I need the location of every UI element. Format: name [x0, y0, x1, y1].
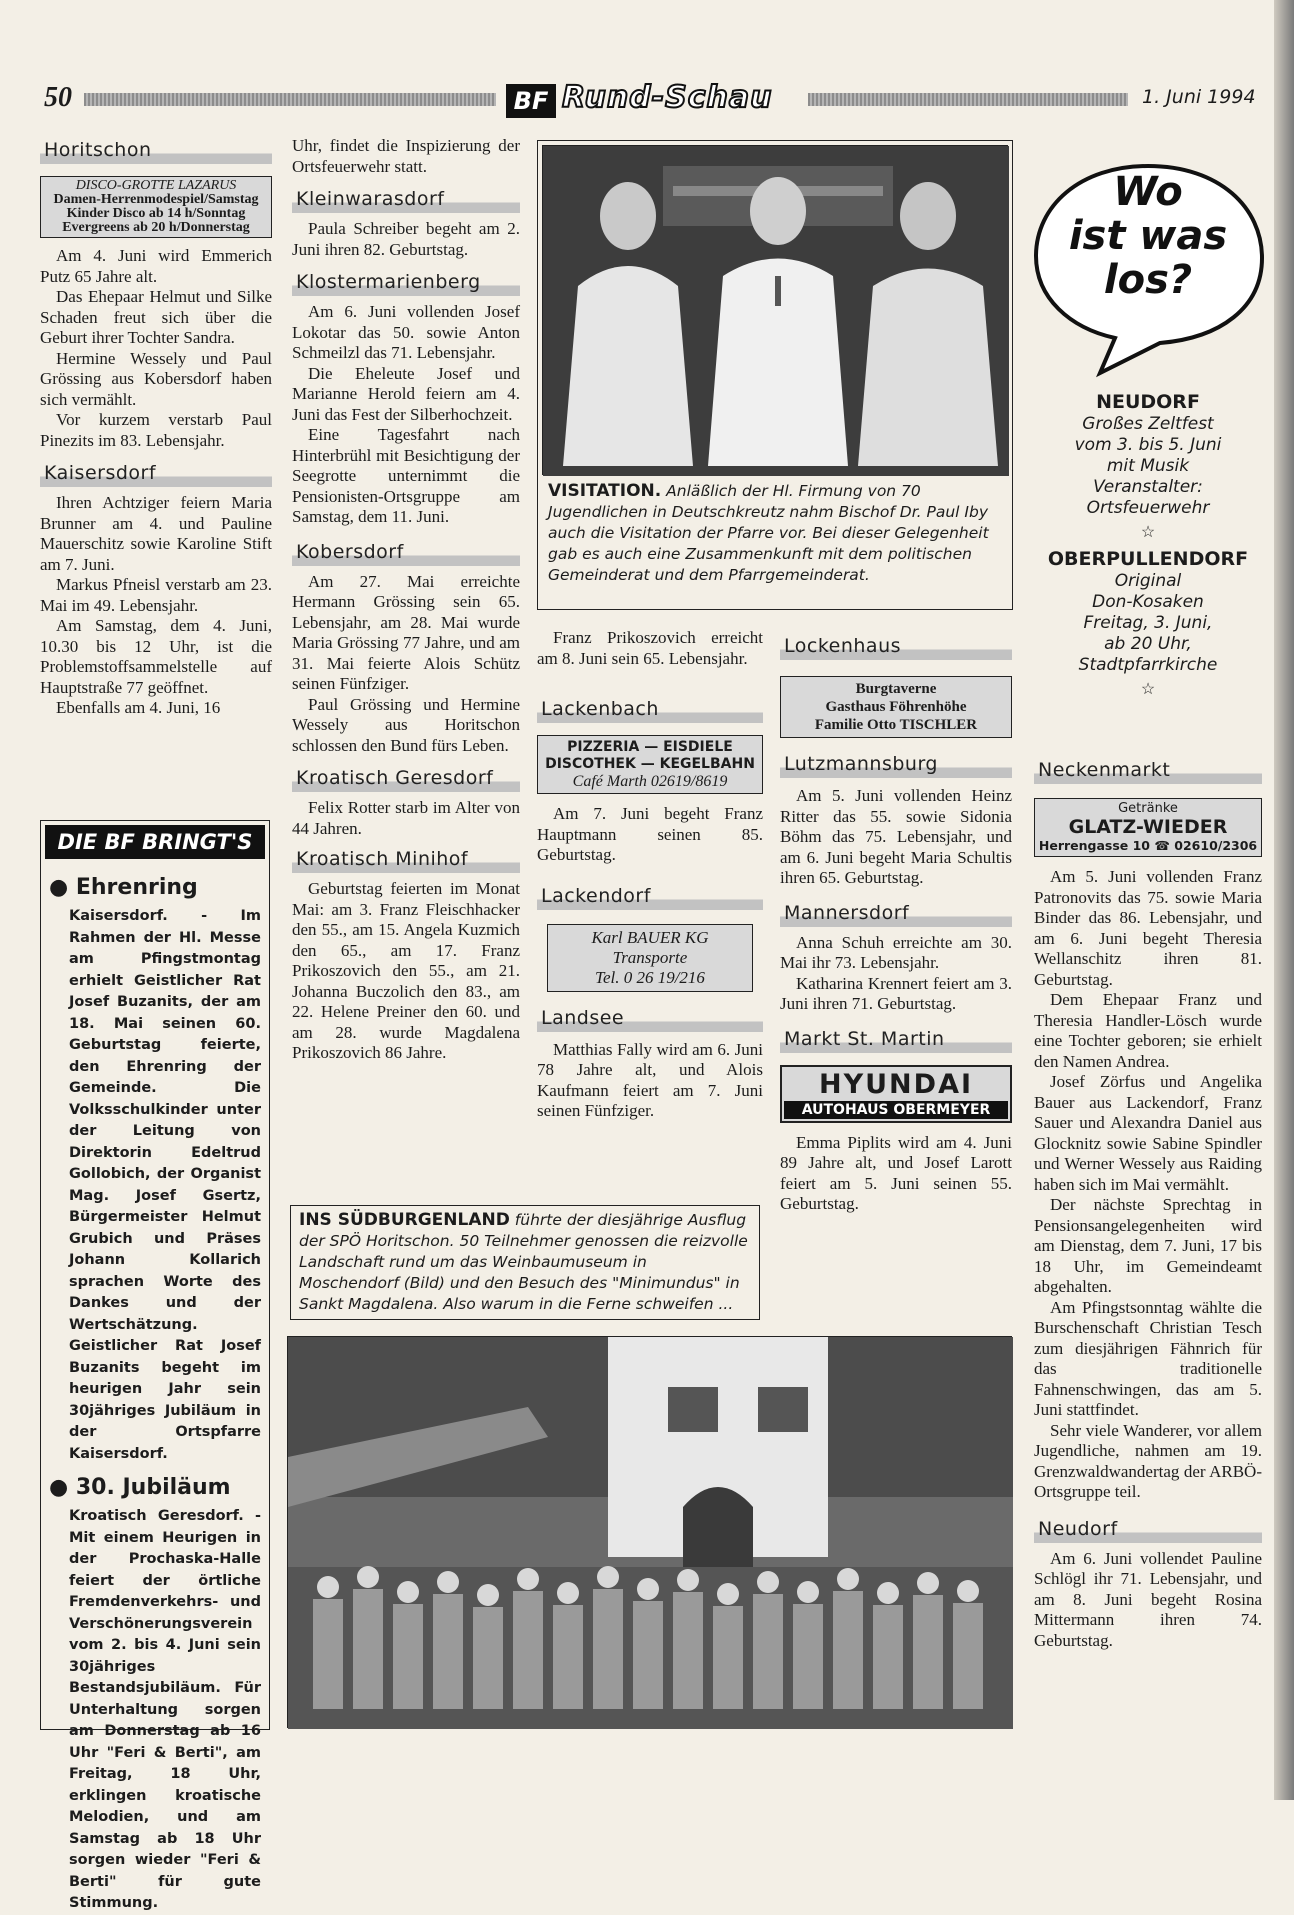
- paragraph: Am Pfingstsonntag wählte die Burschenschaft Christian Tesch zum diesjährigen Fähnrich für das traditionelle Fahnenschwingen, das am 5. Juni stattfindet.: [1034, 1297, 1262, 1419]
- clergy-photo-illustration: [543, 146, 1009, 476]
- paragraph: Der nächste Sprechtag in Pensionsangelegenheiten wird am Dienstag, dem 7. Juni, 17 bis 18 Uhr, im Gemeindeamt abgehalten.: [1034, 1195, 1262, 1296]
- lutzmannsburg-text: [780, 786, 1012, 889]
- paragraph: Am Samstag, dem 4. Juni, 10.30 bis 12 Uhr, ist die Problemstoffsammelstelle auf Hauptstraße 77 geöffnet.: [40, 616, 272, 697]
- burgtaverne-ad-line: Gasthaus Föhrenhöhe: [825, 699, 967, 715]
- paragraph: Am 5. Juni vollenden Heinz Ritter das 55. sowie Sidonia Böhm das 75. Lebensjahr, und am 6. Juni begeht Maria Schultis ihren 65. Geburtstag.: [780, 786, 1012, 887]
- column-5-events: [1030, 390, 1266, 704]
- caption-text: Anläßlich der Hl. Firmung von 70 Jugendlichen in Deutschkreutz nahm Bischof Dr. Paul Iby auch die Visitation der Pfarre vor. Bei dieser Gelegenheit gab es auch eine Zusammenkunft mit dem politischen Gemeinderat und dem Pfarrgemeinderat.: [548, 482, 989, 584]
- glatz-ad-line: Getränke: [1118, 801, 1178, 816]
- glatz-ad: [1034, 798, 1262, 857]
- disco-ad: [40, 176, 272, 238]
- section-head-lackenbach: Lackenbach: [537, 695, 763, 723]
- paragraph: Am 6. Juni vollendet Pauline Schlögl ihr 71. Lebensjahr, und am 8. Juni begeht Rosina Mittermann ihren 74. Geburtstag.: [1034, 1548, 1262, 1650]
- bauer-ad-line: Tel. 0 26 19/216: [595, 967, 705, 987]
- jubilaeum-heading: [49, 1475, 261, 1500]
- disco-ad-line: Damen-Herrenmodespiel/Samstag: [53, 192, 259, 207]
- pizzeria-ad-line: PIZZERIA — EISDIELE: [567, 739, 733, 755]
- paragraph: Paula Schreiber begeht am 2. Juni ihren 82. Geburtstag.: [292, 219, 520, 259]
- jubilaeum-text: Kroatisch Geresdorf. - Mit einem Heurigen in der Prochaska-Halle feiert der örtliche Fremdenverkehrs- und Verschönerungsverein vom 2. bis 4. Juni sein 30jähriges Bestandsjubiläum. Für Unterhaltung sorgen am Donnerstag ab 16 Uhr "Feri & Berti", am Freitag, 18 Uhr, erklingen kroatische Melodien, und am Samstag ab 18 Uhr sorgen wieder "Feri & Berti" für gute Stimmung.: [69, 1508, 261, 1911]
- suedburgenland-photo: [287, 1336, 1012, 1728]
- kobersdorf-text: [292, 572, 520, 757]
- event-neudorf: [1030, 414, 1266, 519]
- event-line: Ortsfeuerwehr: [1086, 498, 1210, 518]
- star-icon: ☆: [1140, 524, 1156, 541]
- glatz-ad-line: GLATZ-WIEDER: [1068, 816, 1228, 838]
- bauer-ad-line: Karl BAUER KG: [591, 927, 709, 947]
- hyundai-ad-subline: AUTOHAUS OBERMEYER: [784, 1101, 1008, 1119]
- bf-bringts-banner: DIE BF BRINGT'S: [45, 825, 265, 859]
- paragraph: Katharina Krennert feiert am 3. Juni ihren 71. Geburtstag.: [780, 973, 1012, 1013]
- section-head-kleinwarasdorf: Kleinwarasdorf: [292, 185, 520, 213]
- masthead-rule-left: [84, 93, 496, 106]
- bullet-icon: ●: [49, 1475, 76, 1500]
- pizzeria-ad-line: DISCOTHEK — KEGELBAHN: [545, 756, 755, 772]
- event-line: Veranstalter:: [1093, 477, 1203, 497]
- paragraph: Am 4. Juni wird Emmerich Putz 65 Jahre alt.: [40, 246, 272, 286]
- paragraph: Ebenfalls am 4. Juni, 16: [56, 698, 221, 717]
- section-head-neudorf: Neudorf: [1034, 1515, 1262, 1543]
- burgtaverne-ad-line: Burgtaverne: [855, 681, 937, 697]
- event-line: Original: [1114, 571, 1182, 591]
- ehrenring-heading: [49, 875, 261, 900]
- bubble-line: ist was: [1068, 213, 1228, 259]
- section-head-kobersdorf: Kobersdorf: [292, 538, 520, 566]
- event-line: Stadtpfarrkirche: [1078, 655, 1218, 675]
- hyundai-ad: [780, 1065, 1012, 1123]
- bubble-text: [1030, 170, 1266, 302]
- suedburgenland-caption: [290, 1205, 760, 1320]
- caption-lead: INS SÜDBURGENLAND: [299, 1210, 510, 1230]
- neudorf-text: [1034, 1549, 1262, 1652]
- paragraph: Am 27. Mai erreichte Hermann Grössing sein 65. Lebensjahr, am 28. Mai wurde Maria Grössing 77 Jahre, und am 31. Mai feierte Alois Schütz seinen Fünfziger.: [292, 571, 520, 693]
- column-3: [537, 628, 763, 1122]
- paragraph: Hermine Wessely und Paul Grössing aus Kobersdorf haben sich vermählt.: [40, 348, 272, 409]
- paragraph: Anna Schuh erreichte am 30. Mai ihr 73. Lebensjahr.: [780, 932, 1012, 972]
- caption-text: führte der diesjährige Ausflug der SPÖ Horitschon. 50 Teilnehmer genossen die reizvolle Landschaft rund um das Weinbaumuseum in Moschendorf (Bild) und den Besuch des "Minimundus" in Sankt Magdalena. Also warum in die Ferne schweifen ...: [299, 1211, 748, 1313]
- lackenbach-text: [537, 804, 763, 866]
- event-line: Don-Kosaken: [1092, 592, 1204, 612]
- bubble-line: Wo: [1113, 169, 1183, 215]
- horitschon-text: [40, 246, 272, 451]
- pizzeria-ad-line: Café Marth 02619/8619: [572, 773, 728, 790]
- intro-text: Uhr, findet die Inspizierung der Ortsfeuerwehr statt.: [292, 136, 520, 176]
- paragraph: Emma Piplits wird am 4. Juni 89 Jahre alt, und Josef Larott feiert am 5. Juni seinen 55. Geburtstag.: [780, 1132, 1012, 1213]
- event-title-oberpullendorf: OBERPULLENDORF: [1047, 548, 1249, 570]
- visitation-caption: [538, 479, 1012, 588]
- paragraph: Sehr viele Wanderer, vor allem Jugendliche, nahmen am 19. Grenzwaldwandertag der ARBÖ-Ortsgruppe teil.: [1034, 1420, 1262, 1501]
- wo-ist-was-los-bubble: [1030, 148, 1266, 378]
- bf-logo: BF: [506, 84, 556, 118]
- ehrenring-text: Kaisersdorf. - Im Rahmen der Hl. Messe am Pfingstmontag erhielt Geistlicher Rat Josef Buzanits, der am 18. Mai seinen 60. Geburtstag feierte, den Ehrenring der Gemeinde. Die Volksschulkinder unter der Leitung von Direktorin Edeltrud Gollobich, der Organist Mag. Josef Gsertz, Bürgermeister Helmut Grubich und Präses Johann Kollarich sprachen Worte des Dankes und der Wertschätzung. Geistlicher Rat Josef Buzanits begeht im heurigen Jahr sein 30jähriges Jubiläum in der Ortspfarre Kaisersdorf.: [69, 908, 261, 1462]
- masthead-title: Rund-Schau: [562, 80, 773, 115]
- section-head-landsee: Landsee: [537, 1004, 763, 1032]
- section-head-markt-st-martin: Markt St. Martin: [780, 1025, 1012, 1053]
- column-2: [292, 136, 520, 1064]
- paragraph: Felix Rotter starb im Alter von 44 Jahren.: [292, 798, 520, 838]
- paragraph: Am 6. Juni vollenden Josef Lokotar das 50. sowie Anton Schmeilzl das 71. Lebensjahr.: [292, 302, 520, 362]
- column-4: [780, 632, 1012, 1215]
- paragraph: Ihren Achtziger feiern Maria Brunner am 4. und Pauline Mauerschitz sowie Karoline Stift am 7. Juni.: [40, 493, 272, 574]
- paragraph: Markus Pfneisl verstarb am 23. Mai im 49. Lebensjahr.: [40, 575, 272, 615]
- kaisersdorf-text: [40, 493, 272, 719]
- column-1: [40, 136, 272, 719]
- disco-ad-line: Evergreens ab 20 h/Donnerstag: [62, 220, 250, 235]
- event-oberpullendorf: [1030, 571, 1266, 676]
- paragraph: Dem Ehepaar Franz und Theresia Handler-Lösch wurde eine Tochter geboren; sie erhielt den Namen Andrea.: [1034, 990, 1262, 1071]
- section-head-klostermarienberg: Klostermarienberg: [292, 268, 520, 296]
- masthead-rule-right: [808, 93, 1128, 106]
- paragraph: Geburtstag feierten im Monat Mai: am 3. Franz Fleischhacker den 55., am 15. Angela Kuzmich den 65., am 17. Franz Prikoszovich den 55., am 21. Johanna Buczolich den 83., am 22. Helene Preiner den 60. und am 28. wurde Magdalena Prikoszovich 86 Jahre.: [292, 879, 520, 1062]
- klostermarienberg-text: [292, 302, 520, 528]
- event-line: Freitag, 3. Juni,: [1083, 613, 1213, 633]
- bf-bringts-box: [40, 820, 270, 1911]
- event-line: vom 3. bis 5. Juni: [1074, 435, 1222, 455]
- neckenmarkt-text: [1034, 867, 1262, 1503]
- heading-text: Ehrenring: [75, 875, 198, 900]
- issue-date: 1. Juni 1994: [1142, 86, 1256, 108]
- section-head-lockenhaus: Lockenhaus: [780, 632, 1012, 660]
- disco-ad-line: Kinder Disco ab 14 h/Sonntag: [66, 206, 246, 221]
- bauer-ad-line: Transporte: [612, 947, 688, 967]
- section-head-kroatisch-geresdorf: Kroatisch Geresdorf: [292, 764, 520, 792]
- bauer-ad: [547, 924, 753, 992]
- mannersdorf-text: [780, 933, 1012, 1015]
- star-icon: ☆: [1140, 681, 1156, 698]
- section-head-lackendorf: Lackendorf: [537, 882, 763, 910]
- paragraph: Josef Zörfus und Angelika Bauer aus Lackendorf, Franz Sauer und Alexandra Daniel aus Glocknitz sowie Sabine Spindler und Werner Wessely aus Raiding haben sich im Mai vermählt.: [1034, 1072, 1262, 1194]
- glatz-ad-line: Herrengasse 10 ☎ 02610/2306: [1038, 838, 1258, 853]
- landsee-text: [537, 1040, 763, 1122]
- bubble-line: los?: [1103, 257, 1193, 303]
- prikoszovich-text: [537, 628, 763, 669]
- markt-text: [780, 1133, 1012, 1215]
- visitation-frame: [537, 140, 1013, 610]
- paragraph: Paul Grössing und Hermine Wessely aus Horitschon schlossen den Bund fürs Leben.: [292, 694, 520, 755]
- paragraph: Am 7. Juni begeht Franz Hauptmann seinen 85. Geburtstag.: [537, 804, 763, 864]
- group-photo-illustration: [288, 1337, 1013, 1729]
- burgtaverne-ad: [780, 676, 1012, 738]
- pizzeria-ad: [537, 735, 763, 794]
- hyundai-logo: HYUNDAI: [818, 1068, 974, 1100]
- kroatisch-minihof-text: [292, 879, 520, 1064]
- event-line: ab 20 Uhr,: [1104, 634, 1192, 654]
- section-head-kaisersdorf: Kaisersdorf: [40, 459, 272, 487]
- visitation-photo: [542, 145, 1008, 475]
- page-edge-shadow: [1274, 0, 1294, 1800]
- kleinwarasdorf-text: [292, 219, 520, 260]
- kroatisch-geresdorf-text: [292, 798, 520, 839]
- disco-ad-line: DISCO-GROTTE LAZARUS: [75, 178, 237, 193]
- paragraph: Das Ehepaar Helmut und Silke Schaden freut sich über die Geburt ihrer Tochter Sandra.: [40, 287, 272, 347]
- event-title-neudorf: NEUDORF: [1096, 391, 1200, 413]
- section-head-lutzmannsburg: Lutzmannsburg: [780, 750, 1012, 778]
- page-number: 50: [44, 82, 72, 113]
- section-head-neckenmarkt: Neckenmarkt: [1034, 756, 1262, 784]
- paragraph: Matthias Fally wird am 6. Juni 78 Jahre alt, und Alois Kaufmann feiert am 7. Juni seinen Fünfziger.: [537, 1039, 763, 1120]
- paragraph: Eine Tagesfahrt nach Hinterbrühl mit Besichtigung der Seegrotte unternimmt die Pensionisten-Ortsgruppe am Samstag, dem 11. Juni.: [292, 425, 520, 526]
- section-head-mannersdorf: Mannersdorf: [780, 899, 1012, 927]
- caption-lead: VISITATION.: [548, 481, 662, 501]
- burgtaverne-ad-line: Familie Otto TISCHLER: [814, 717, 978, 733]
- section-head-kroatisch-minihof: Kroatisch Minihof: [292, 845, 520, 873]
- paragraph: Am 5. Juni vollenden Franz Patronovits das 75. sowie Maria Binder das 86. Lebensjahr, und am 6. Juni begeht Theresia Wellanschitz ihren 81. Geburtstag.: [1034, 867, 1262, 989]
- event-line: Großes Zeltfest: [1082, 414, 1214, 434]
- paragraph: Die Eheleute Josef und Marianne Herold feiern am 4. Juni das Fest der Silberhochzeit.: [292, 363, 520, 424]
- column-5: [1034, 756, 1262, 1651]
- paragraph: Franz Prikoszovich erreicht am 8. Juni sein 65. Lebensjahr.: [537, 628, 763, 668]
- section-head-horitschon: Horitschon: [40, 136, 272, 164]
- paragraph: Vor kurzem verstarb Paul Pinezits im 83. Lebensjahr.: [40, 410, 272, 450]
- bullet-icon: ●: [49, 875, 76, 900]
- event-line: mit Musik: [1106, 456, 1190, 476]
- heading-text: 30. Jubiläum: [75, 1475, 231, 1500]
